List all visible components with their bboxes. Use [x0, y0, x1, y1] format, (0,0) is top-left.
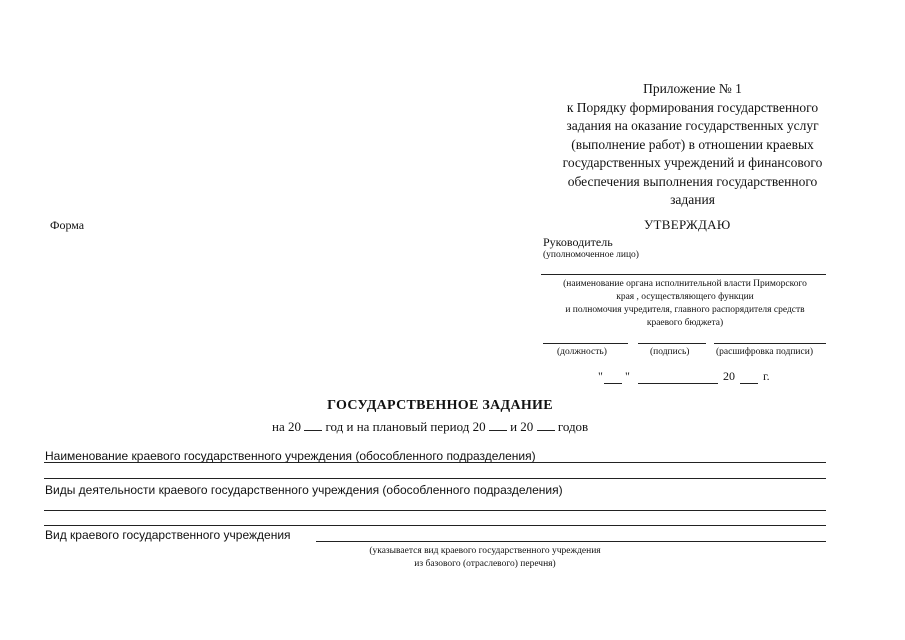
form-label: Форма	[50, 218, 85, 232]
decoding-line	[714, 343, 826, 344]
organ-caption-line: краевого бюджета)	[646, 318, 724, 328]
institution-name-line	[44, 462, 826, 463]
activity-types-line	[44, 510, 826, 511]
period-middle: год и на плановый период 20	[325, 419, 486, 434]
date-year-suffix: г.	[763, 369, 770, 383]
appendix-line: обеспечения выполнения государственного	[567, 173, 818, 189]
institution-type-label: Вид краевого государственного учреждения	[45, 528, 291, 542]
institution-type-note	[330, 545, 640, 571]
signature-caption: (подпись)	[650, 347, 690, 357]
date-month-blank	[638, 383, 718, 384]
period-year3-blank	[537, 418, 555, 431]
appendix-line: к Порядку формирования государственного	[566, 99, 819, 115]
institution-type-line	[316, 541, 826, 542]
appendix-header	[540, 80, 845, 210]
appendix-line: (выполнение работ) в отношении краевых	[571, 136, 814, 152]
date-year-prefix: 20	[723, 369, 735, 383]
period-conj: и 20	[510, 419, 534, 434]
appendix-line: задания	[670, 192, 715, 207]
institution-name-line-2	[44, 478, 826, 479]
institution-type-note-line: из базового (отраслевого) перечня)	[414, 559, 556, 569]
date-quote-open: "	[598, 369, 603, 383]
date-year-blank	[740, 383, 758, 384]
appendix-line: государственных учреждений и финансового	[562, 155, 823, 170]
head-label: Руководитель	[543, 235, 613, 249]
institution-type-note-line: (указывается вид краевого государственного учреждения	[369, 546, 601, 556]
period-line	[272, 418, 588, 435]
organ-caption-line: (наименование органа исполнительной власти Приморского	[563, 279, 807, 289]
position-line	[543, 343, 628, 344]
period-year-blank	[304, 418, 322, 431]
authorized-person-caption: (уполномоченное лицо)	[543, 250, 639, 260]
position-caption: (должность)	[557, 347, 607, 357]
decoding-caption: (расшифровка подписи)	[716, 347, 813, 357]
approval-title: УТВЕРЖДАЮ	[644, 217, 731, 232]
period-year2-blank	[489, 418, 507, 431]
organ-line	[541, 274, 826, 275]
document-title: ГОСУДАРСТВЕННОЕ ЗАДАНИЕ	[327, 398, 553, 413]
organ-caption	[540, 278, 830, 330]
period-prefix: на 20	[272, 419, 301, 434]
date-quote-close: "	[625, 369, 630, 383]
activity-types-line-2	[44, 525, 826, 526]
period-suffix: годов	[557, 419, 589, 434]
signature-line	[638, 343, 706, 344]
institution-name-label: Наименование краевого государственного учреждения (обособленного подразделения)	[45, 449, 536, 463]
appendix-line: задания на оказание государственных услуг	[566, 118, 819, 133]
appendix-line: Приложение № 1	[643, 81, 742, 96]
organ-caption-line: и полномочия учредителя, главного распорядителя средств	[565, 305, 805, 315]
activity-types-label: Виды деятельности краевого государственного учреждения (обособленного подразделения)	[45, 483, 563, 497]
date-day-blank	[604, 383, 622, 384]
organ-caption-line: края , осуществляющего функции	[616, 292, 754, 302]
